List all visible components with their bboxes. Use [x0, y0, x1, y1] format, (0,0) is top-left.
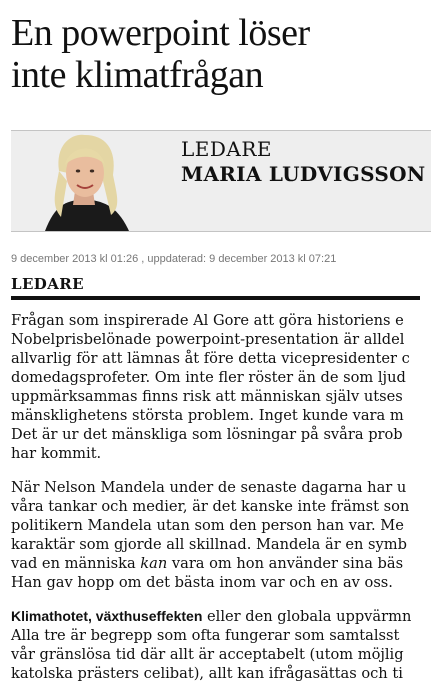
section-rule	[11, 296, 420, 300]
text-line: vår gränslösa tid där allt är acceptabelt (utom möjlig	[11, 646, 404, 663]
text-line: allvarlig för att lämnas åt före detta vicepresidenter c	[11, 350, 410, 367]
text-line: politikern Mandela utan som den person han var. Me	[11, 517, 404, 534]
author-portrait	[25, 135, 143, 231]
headline-line-2: inte klimatfrågan	[11, 54, 264, 96]
article-headline	[11, 12, 420, 96]
text-line: har kommit.	[11, 445, 102, 462]
text-line: Frågan som inspirerade Al Gore att göra historiens e	[11, 312, 404, 329]
byline-box	[11, 130, 431, 232]
text-line-lead	[11, 607, 420, 626]
text-line: katolska prästers celibat), allt kan ifrågasättas och ti	[11, 665, 403, 682]
text-fragment: vara om hon använder sina bäs	[167, 555, 404, 572]
paragraph-3	[11, 607, 420, 683]
section-label[interactable]: LEDARE	[11, 275, 84, 293]
emphasis-text: kan	[140, 555, 168, 572]
byline-section: LEDARE	[181, 137, 273, 161]
text-line: Det är ur det mänskliga som lösningar på svåra prob	[11, 426, 403, 443]
text-line: När Nelson Mandela under de senaste dagarna har u	[11, 479, 407, 496]
paragraph-2	[11, 478, 420, 592]
text-line: våra tankar och medier, är det kanske inte främst son	[11, 498, 410, 515]
text-line-emphasis	[11, 554, 420, 573]
article-body	[11, 311, 420, 682]
text-fragment: vad en människa	[11, 555, 141, 572]
text-fragment: eller den globala uppvärmn	[202, 608, 412, 625]
text-line: Nobelprisbelönade powerpoint-presentation är alldel	[11, 331, 405, 348]
text-line: Han gav hopp om det bästa inom var och en av oss.	[11, 574, 393, 591]
text-line: mänsklighetens största problem. Inget kunde vara m	[11, 407, 404, 424]
paragraph-1	[11, 311, 420, 463]
headline-line-1: En powerpoint löser	[11, 12, 310, 54]
text-line: uppmärksammas finns risk att människan själv utses	[11, 388, 403, 405]
text-line: Alla tre är begrepp som ofta fungerar som samtalsst	[11, 627, 400, 644]
text-line: karaktär som gjorde all skillnad. Mandela är en symb	[11, 536, 407, 553]
dateline: 9 december 2013 kl 01:26 , uppdaterad: 9 december 2013 kl 07:21	[11, 253, 337, 265]
byline-author[interactable]: MARIA LUDVIGSSON	[181, 162, 426, 186]
text-line: domedagsprofeter. Om inte fler röster än de som ljud	[11, 369, 406, 386]
paragraph-lead: Klimathotet, växthuseffekten	[11, 608, 203, 624]
